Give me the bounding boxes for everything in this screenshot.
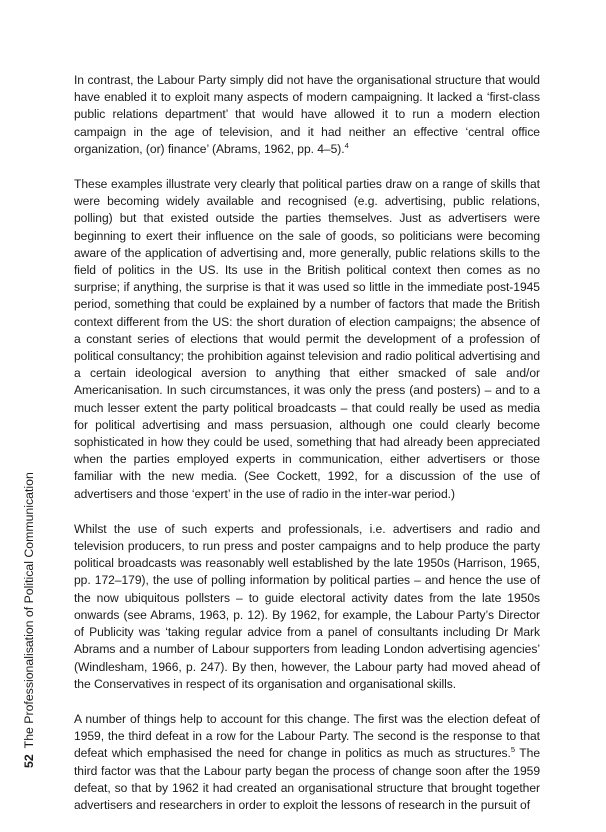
paragraph-2 <box>74 176 540 503</box>
paragraph-1 <box>74 72 540 158</box>
paragraph-4-text-before: A number of things help to account for this change. The first was the election defeat of 1959, the third defeat in a row for the Labour Party. The second is the response to that defeat which emphasised the need for change in politics as much as structures. <box>74 711 540 761</box>
footnote-marker-4: 4 <box>344 140 349 150</box>
body-text <box>74 72 540 832</box>
book-title: The Professionalisation of Political Communication <box>22 472 36 749</box>
paragraph-3 <box>74 521 540 693</box>
page-number: 52 <box>22 754 36 768</box>
running-head <box>22 472 36 768</box>
paragraph-4 <box>74 711 540 814</box>
paragraph-4-text-after: The third factor was that the Labour party began the process of change soon after the 1959 defeat, so that by 1962 it had created an organisational structure that brought together advertisers and researchers in order to exploit the lessons of research in the pursuit of <box>74 746 540 812</box>
paragraph-2-text: These examples illustrate very clearly that political parties draw on a range of skills that were becoming widely available and recognised (e.g. advertising, public relations, polling) but that existed outside the parties themselves. Just as advertisers were beginning to exert their influence on the sale of goods, so politicians were becoming aware of the application of advertising and, more generally, public relations skills to the field of politics in the US. Its use in the British political context then comes as no surprise; if anything, the surprise is that it was used so little in the immediate post-1945 period, something that could be explained by a number of factors that made the British context different from the US: the short duration of election campaigns; the absence of a constant series of elections that would permit the development of a profession of political consultancy; the prohibition against television and radio political advertising and a certain ideological aversion to anything that either smacked of sale and/or Americanisation. In such circumstances, it was only the press (and posters) – and to a much lesser extent the party political broadcasts – that could really be used as media for political advertising and mass persuasion, although one could clearly become sophisticated in how they could be used, something that had already been appreciated when the parties employed experts in communication, either advertisers or those familiar with the new media. (See Cockett, 1992, for a discussion of the use of advertisers and those ‘expert’ in the use of radio in the inter-war period.) <box>74 177 540 501</box>
paragraph-3-text: Whilst the use of such experts and professionals, i.e. advertisers and radio and television producers, to run press and poster campaigns and to help produce the party political broadcasts was reasonably well established by the late 1950s (Harrison, 1965, pp. 172–179), the use of polling information by political parties – and hence the use of the now ubiquitous pollsters – to guide electoral activity dates from the late 1950s onwards (see Abrams, 1963, p. 12). By 1962, for example, the Labour Party’s Director of Publicity was ‘taking regular advice from a panel of consultants including Dr Mark Abrams and a number of Labour supporters from leading London advertising agencies’ (Windlesham, 1966, p. 247). By then, however, the Labour party had moved ahead of the Conservatives in respect of its organisation and organisational skills. <box>74 521 540 691</box>
paragraph-1-text: In contrast, the Labour Party simply did not have the organisational structure that would have enabled it to exploit many aspects of modern campaigning. It lacked a ‘first-class public relations department’ that would have allowed it to run a modern election campaign in the age of television, and it had neither an effective ‘central office organization, (or) finance’ (Abrams, 1962, pp. 4–5). <box>74 73 540 156</box>
footnote-marker-5: 5 <box>510 745 515 755</box>
